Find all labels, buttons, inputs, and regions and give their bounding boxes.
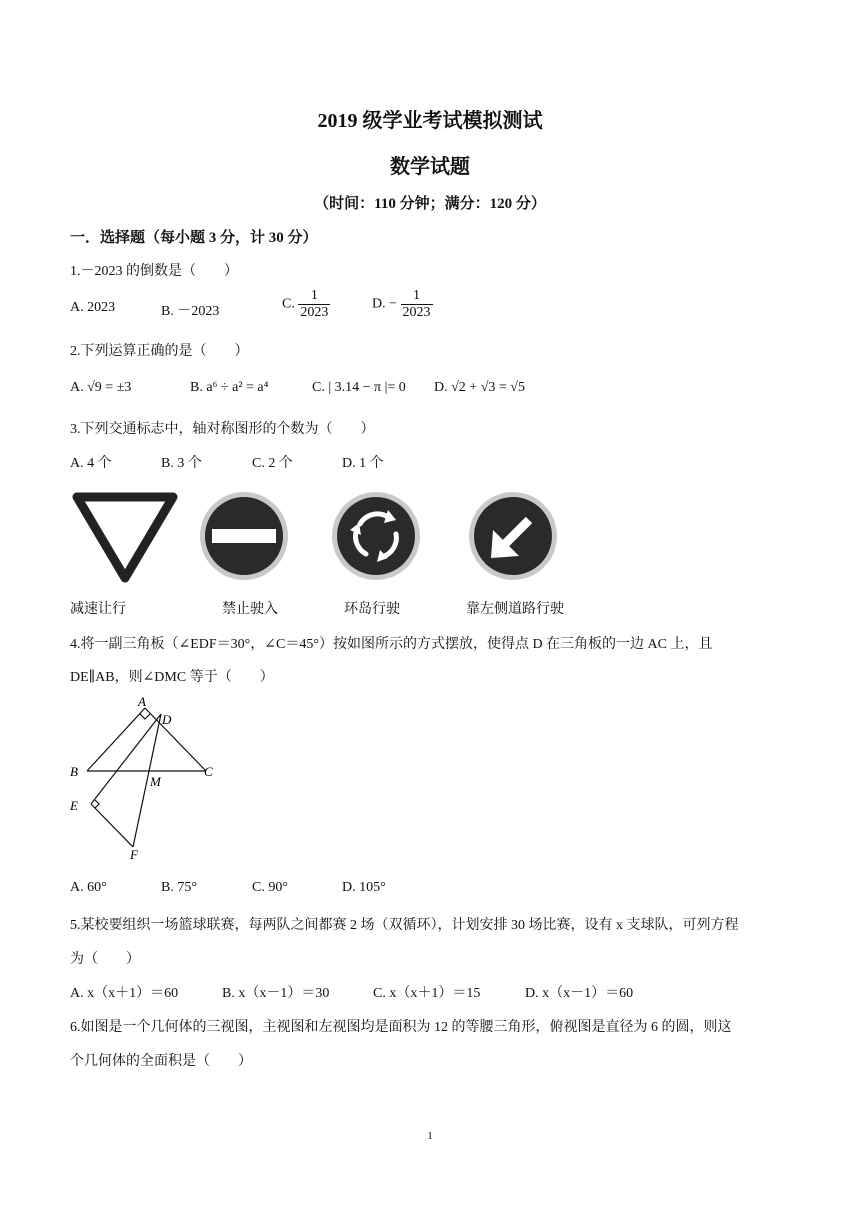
label-C: C (204, 764, 213, 779)
q1-option-d-prefix: D. − (372, 296, 398, 312)
sign-caption-yield: 减速让行 (70, 602, 126, 617)
exam-title: 2019 级学业考试模拟测试 (317, 110, 543, 132)
q1-stem: 1.－2023 的倒数是（ ） (70, 264, 238, 279)
keep-left-sign-icon (467, 490, 559, 582)
label-A: A (138, 694, 146, 709)
q2-option-c: C. | 3.14 − π |= 0 (312, 380, 406, 395)
q4-stem-line1: 4.将一副三角板（∠EDF＝30°，∠C＝45°）按如图所示的方式摆放，使得点 D 在三角板的一边 AC 上，且 (70, 637, 713, 652)
q6-stem-line1: 6.如图是一个几何体的三视图，主视图和左视图均是面积为 12 的等腰三角形，俯视图是直径为 6 的圆，则这 (70, 1020, 732, 1035)
label-D: D (162, 712, 172, 727)
q4-option-d: D. 105° (342, 880, 386, 895)
q3-option-d: D. 1 个 (342, 456, 384, 471)
q3-option-b: B. 3 个 (161, 456, 202, 471)
q5-stem-line2: 为（ ） (70, 952, 140, 967)
q3-option-a: A. 4 个 (70, 456, 112, 471)
q1-option-b: B. －2023 (161, 304, 220, 319)
q1-option-c-numerator: 1 (298, 288, 330, 305)
exam-info: （时间：110 分钟；满分：120 分） (314, 196, 546, 212)
q1-option-c-prefix: C. (282, 296, 295, 312)
sign-caption-roundabout: 环岛行驶 (344, 602, 400, 617)
q2-stem: 2.下列运算正确的是（ ） (70, 344, 249, 359)
q5-option-d: D. x（x－1）＝60 (525, 986, 634, 1001)
sign-caption-no-entry: 禁止驶入 (222, 602, 278, 617)
q4-option-a: A. 60° (70, 880, 107, 895)
q6-stem-line2: 个几何体的全面积是（ ） (70, 1054, 252, 1069)
q1-option-d-fraction (401, 288, 433, 321)
q2-option-a: A. √9 = ±3 (70, 380, 132, 395)
label-F: F (130, 847, 138, 862)
q1-option-d-denominator: 2023 (402, 305, 431, 321)
q4-triangle-figure (64, 694, 224, 864)
q5-option-b: B. x（x－1）＝30 (222, 986, 330, 1001)
q3-stem: 3.下列交通标志中，轴对称图形的个数为（ ） (70, 422, 375, 437)
q1-option-d (372, 288, 433, 321)
subject-title: 数学试题 (390, 156, 470, 178)
q3-option-c: C. 2 个 (252, 456, 293, 471)
q5-stem-line1: 5.某校要组织一场篮球联赛，每两队之间都赛 2 场（双循环），计划安排 30 场比赛，设有 x 支球队，可列方程 (70, 918, 739, 933)
section-heading: 一．选择题（每小题 3 分，计 30 分） (70, 230, 318, 246)
q2-option-b: B. a⁶ ÷ a² = a⁴ (190, 380, 269, 395)
q1-option-d-numerator: 1 (401, 288, 433, 305)
q5-option-c: C. x（x＋1）＝15 (373, 986, 481, 1001)
q5-option-a: A. x（x＋1）＝60 (70, 986, 179, 1001)
q2-option-d: D. √2 + √3 = √5 (434, 380, 525, 395)
label-E: E (70, 798, 78, 813)
label-M: M (150, 774, 161, 789)
q4-stem-line2: DE∥AB，则∠DMC 等于（ ） (70, 670, 274, 685)
label-B: B (70, 764, 78, 779)
q4-option-b: B. 75° (161, 880, 197, 895)
q1-option-c-fraction (298, 288, 330, 321)
yield-sign-icon (72, 492, 178, 584)
q4-option-c: C. 90° (252, 880, 288, 895)
q1-option-c (282, 288, 330, 321)
roundabout-sign-icon (330, 490, 422, 582)
no-entry-sign-icon (198, 490, 290, 582)
q1-option-a: A. 2023 (70, 300, 116, 315)
sign-caption-keep-left: 靠左侧道路行驶 (466, 602, 564, 617)
q1-option-c-denominator: 2023 (300, 305, 329, 321)
page-number: 1 (427, 1130, 433, 1142)
